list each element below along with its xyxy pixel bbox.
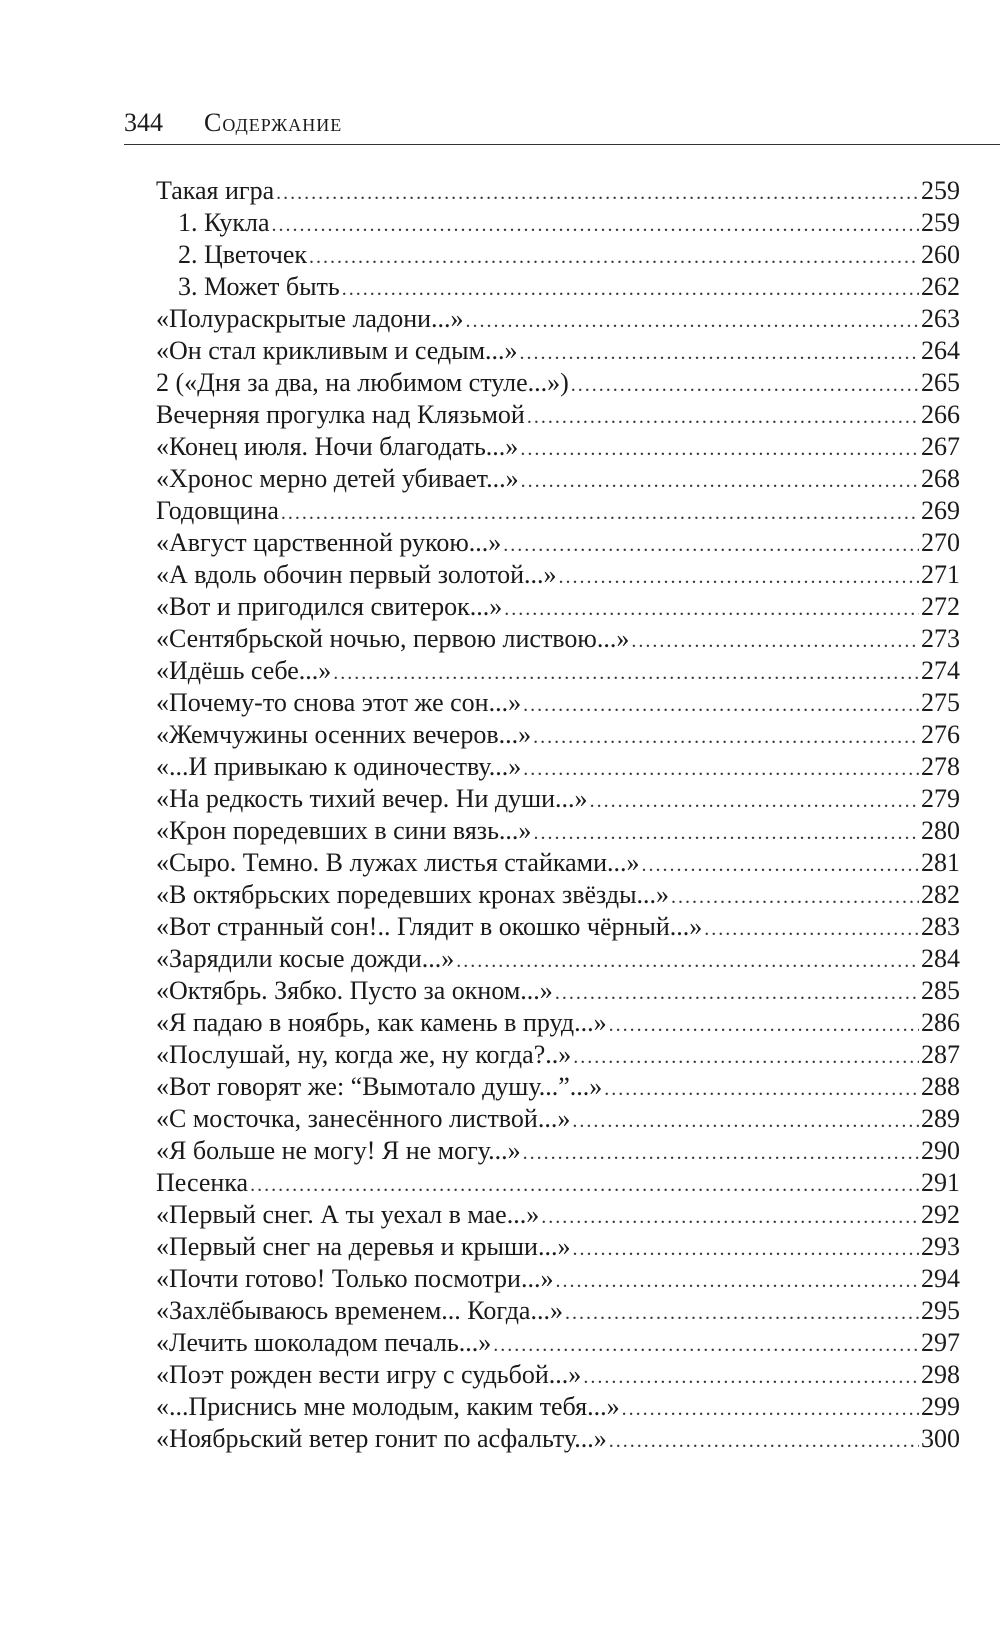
toc-entry [156,975,960,1007]
toc-entry-title: «Я падаю в ноябрь, как камень в пруд...» [156,1008,607,1037]
toc-entry [156,1263,960,1295]
toc-entry [156,1359,960,1391]
toc-entry-page: 266 [921,400,960,429]
toc-entry-page: 279 [921,784,960,813]
page-number: 344 [124,108,163,137]
dot-leader [609,1009,919,1041]
toc-entry [156,399,960,431]
toc-entry [156,495,960,527]
toc-entry-page: 300 [921,1424,960,1453]
toc-entry [156,463,960,495]
toc-entry-title: «Сыро. Темно. В лужах листья стайками...» [156,848,640,877]
toc-entry [156,783,960,815]
toc-entry [156,847,960,879]
toc-entry-title: «...Приснись мне молодым, каким тебя...» [156,1392,620,1421]
toc-entry-title: «Я больше не могу! Я не могу...» [156,1136,521,1165]
dot-leader [559,561,919,593]
toc-entry-title: «Лечить шоколадом печаль...» [156,1328,492,1357]
toc-entry-page: 299 [921,1392,960,1421]
toc-entry [156,1391,960,1423]
toc-entry [156,271,960,303]
toc-entry-title: «Хронос мерно детей убивает...» [156,464,519,493]
dot-leader [523,1137,919,1169]
toc-entry-title: «Послушай, ну, когда же, ну когда?..» [156,1040,572,1069]
toc-entry [156,1135,960,1167]
toc-entry-title: «Крон поредевших в сини вязь...» [156,816,532,845]
dot-leader [276,177,919,209]
toc-entry [156,1039,960,1071]
toc-entry [156,719,960,751]
toc-entry [156,1231,960,1263]
toc-entry-page: 285 [921,976,960,1005]
dot-leader [590,785,919,817]
dot-leader [250,1169,919,1201]
toc-entry [156,431,960,463]
toc-entry-title: «А вдоль обочин первый золотой...» [156,560,557,589]
toc-entry [156,527,960,559]
toc-entry-title: «Конец июля. Ночи благодать...» [156,432,519,461]
toc-entry-page: 262 [921,272,960,301]
toc-entry-page: 267 [921,432,960,461]
dot-leader [523,753,919,785]
toc-entry-page: 265 [921,368,960,397]
toc-entry-page: 276 [921,720,960,749]
dot-leader [493,1329,919,1361]
toc-entry-title: «Зарядили косые дожди...» [156,944,455,973]
dot-leader [555,1265,919,1297]
toc-entry-page: 270 [921,528,960,557]
dot-leader [527,401,919,433]
toc-entry-page: 283 [921,912,960,941]
dot-leader [565,1297,919,1329]
toc-entry [156,943,960,975]
toc-entry [156,911,960,943]
toc-entry-page: 282 [921,880,960,909]
toc-entry-page: 272 [921,592,960,621]
toc-entry-page: 291 [921,1168,960,1197]
toc-entry-title: «Почти готово! Только посмотри...» [156,1264,554,1293]
toc-entry [156,559,960,591]
toc-entry [156,239,960,271]
toc-entry [156,303,960,335]
toc-entry-title: «Вот говорят же: “Вымотало душу...”...» [156,1072,603,1101]
running-head [124,108,342,138]
toc-entry-title: «Первый снег. А ты уехал в мае...» [156,1200,540,1229]
dot-leader [520,433,919,465]
dot-leader [541,1201,919,1233]
toc-entry-title: «Август царственной рукою...» [156,528,502,557]
toc-entry-title: «Вот и пригодился свитерок...» [156,592,503,621]
toc-entry [156,335,960,367]
toc-entry-title: Годовщина [156,496,279,525]
toc-entry-title: 3. Может быть [178,272,340,301]
toc-entry-page: 259 [921,208,960,237]
toc-entry-title: «На редкость тихий вечер. Ни души...» [156,784,588,813]
dot-leader [573,1041,919,1073]
toc-entry-page: 273 [921,624,960,653]
toc-entry [156,1199,960,1231]
toc-entry-title: «Октябрь. Зябко. Пусто за окном...» [156,976,553,1005]
toc-entry-title: «В октябрьских поредевших кронах звёзды...» [156,880,670,909]
toc-entry-title: 2. Цветочек [178,240,308,269]
toc-entry-page: 274 [921,656,960,685]
dot-leader [555,977,919,1009]
dot-leader [466,305,919,337]
toc-entry-page: 288 [921,1072,960,1101]
toc-entry [156,815,960,847]
toc-entry-title: «Захлёбываюсь временем... Когда...» [156,1296,563,1325]
toc-entry-title: «Вот странный сон!.. Глядит в окошко чёрный...» [156,912,703,941]
toc-entry [156,175,960,207]
toc-entry-page: 280 [921,816,960,845]
toc-entry-page: 281 [921,848,960,877]
toc-entry-title: Такая игра [156,176,275,205]
dot-leader [631,625,919,657]
toc-entry-title: «Ноябрьский ветер гонит по асфальту...» [156,1424,607,1453]
toc-entry [156,207,960,239]
toc-entry [156,879,960,911]
toc-entry-title: «Полураскрытые ладони...» [156,304,464,333]
toc-entry-title: «Первый снег на деревья и крыши...» [156,1232,571,1261]
dot-leader [521,465,919,497]
dot-leader [456,945,919,977]
toc-entry-title: Песенка [156,1168,249,1197]
toc-entry-page: 269 [921,496,960,525]
dot-leader [272,209,919,241]
toc-entry-title: «С мосточка, занесённого листвой...» [156,1104,571,1133]
dot-leader [622,1393,919,1425]
toc-entry-page: 297 [921,1328,960,1357]
toc-entry-page: 271 [921,560,960,589]
toc-entry [156,751,960,783]
dot-leader [309,241,919,273]
dot-leader [504,593,919,625]
toc-entry-page: 284 [921,944,960,973]
dot-leader [333,657,919,689]
dot-leader [671,881,919,913]
toc-entry-title: 1. Кукла [178,208,270,237]
toc-entry-page: 268 [921,464,960,493]
table-of-contents [156,175,960,1455]
dot-leader [704,913,919,945]
section-title: Содержание [204,108,343,137]
dot-leader [533,817,919,849]
dot-leader [503,529,919,561]
dot-leader [533,721,919,753]
dot-leader [342,273,919,305]
dot-leader [604,1073,919,1105]
toc-entry-title: «Поэт рожден вести игру с судьбой...» [156,1360,582,1389]
toc-entry-page: 289 [921,1104,960,1133]
dot-leader [572,1233,919,1265]
dot-leader [609,1425,919,1457]
toc-entry-page: 278 [921,752,960,781]
toc-entry-title: 2 («Дня за два, на любимом стуле...») [156,368,569,397]
toc-entry [156,1295,960,1327]
dot-leader [571,369,919,401]
toc-entry-title: «...И привыкаю к одиночеству...» [156,752,522,781]
toc-entry-page: 290 [921,1136,960,1165]
toc-entry-page: 292 [921,1200,960,1229]
toc-entry-page: 293 [921,1232,960,1261]
toc-entry-page: 259 [921,176,960,205]
toc-entry [156,1103,960,1135]
toc-entry-title: «Жемчужины осенних вечеров...» [156,720,532,749]
dot-leader [642,849,919,881]
toc-entry [156,1071,960,1103]
toc-entry-page: 286 [921,1008,960,1037]
toc-entry-title: «Сентябрьской ночью, первою листвою...» [156,624,630,653]
dot-leader [523,689,919,721]
toc-entry-page: 264 [921,336,960,365]
toc-entry-page: 295 [921,1296,960,1325]
toc-entry [156,591,960,623]
toc-entry [156,1167,960,1199]
toc-entry [156,1007,960,1039]
toc-entry-page: 275 [921,688,960,717]
toc-entry [156,367,960,399]
dot-leader [583,1361,919,1393]
toc-entry-page: 294 [921,1264,960,1293]
toc-entry [156,1423,960,1455]
toc-entry-page: 287 [921,1040,960,1069]
toc-entry [156,687,960,719]
header-rule [124,144,1000,145]
dot-leader [281,497,919,529]
toc-entry-title: «Почему-то снова этот же сон...» [156,688,522,717]
toc-entry-title: «Он стал крикливым и седым...» [156,336,518,365]
toc-entry-page: 260 [921,240,960,269]
toc-entry-page: 263 [921,304,960,333]
toc-entry [156,655,960,687]
toc-entry-title: Вечерняя прогулка над Клязьмой [156,400,525,429]
toc-entry-page: 298 [921,1360,960,1389]
dot-leader [520,337,919,369]
toc-entry-title: «Идёшь себе...» [156,656,332,685]
toc-entry [156,623,960,655]
dot-leader [572,1105,919,1137]
toc-entry [156,1327,960,1359]
